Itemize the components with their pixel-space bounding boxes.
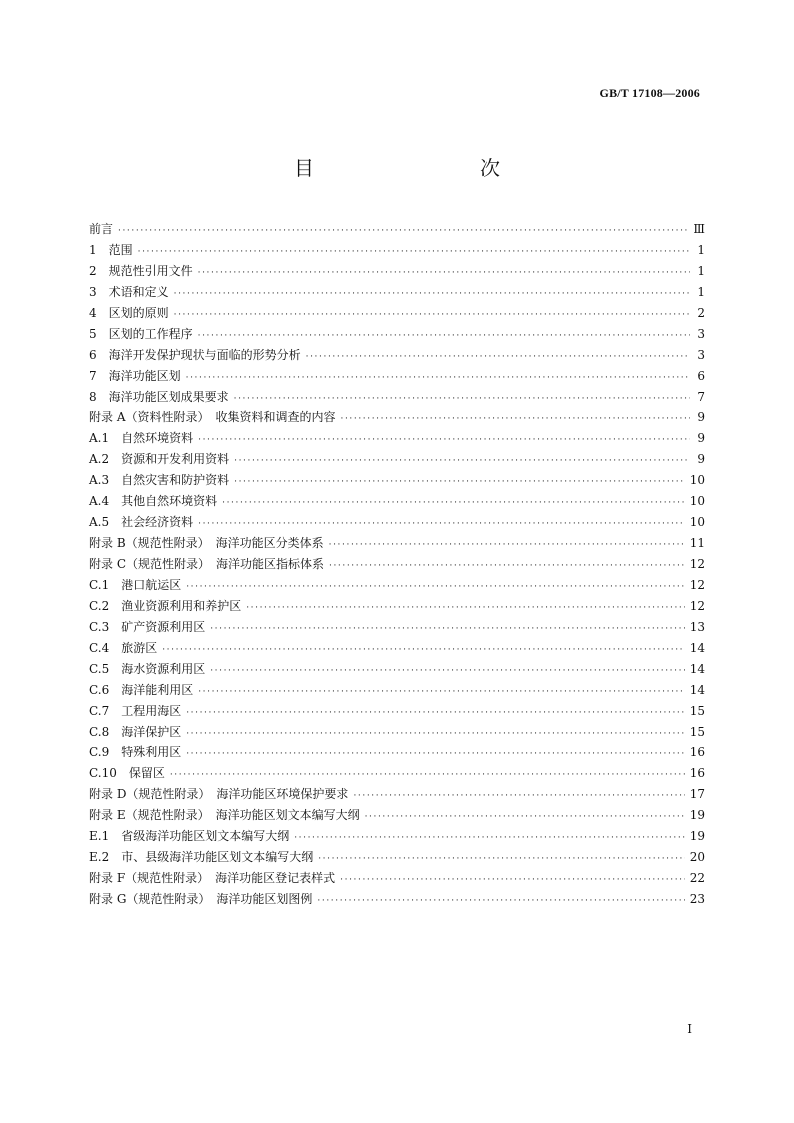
toc-entry-label: C.5 海水资源利用区	[89, 661, 206, 676]
toc-leader-dots	[138, 242, 690, 263]
toc-entry-label: C.9 特殊利用区	[89, 745, 182, 760]
toc-entry[interactable]	[89, 638, 705, 659]
toc-entry[interactable]	[89, 554, 705, 575]
toc-leader-dots	[198, 326, 690, 347]
toc-leader-dots	[306, 347, 690, 368]
toc-entry-label: 5 区划的工作程序	[89, 326, 193, 341]
toc-entry-page: 12	[689, 598, 705, 613]
toc-entry-page: Ⅲ	[693, 222, 705, 236]
page-number: I	[687, 1022, 692, 1036]
toc-entry-page: 6	[697, 368, 705, 383]
toc-entry-page: 12	[689, 557, 705, 571]
toc-leader-dots	[186, 724, 685, 745]
toc-entry-label: A.5 社会经济资料	[89, 515, 194, 530]
toc-leader-dots	[174, 284, 690, 305]
toc-entry[interactable]	[89, 826, 705, 847]
toc-entry[interactable]	[89, 575, 705, 596]
toc-entry-label: A.1 自然环境资料	[89, 431, 194, 446]
toc-entry[interactable]	[89, 596, 705, 617]
toc-entry-label: 2 规范性引用文件	[89, 263, 193, 278]
toc-entry-page: 9	[697, 452, 705, 467]
toc-entry[interactable]	[89, 470, 705, 491]
toc-entry-label: 前言	[89, 222, 114, 236]
toc-entry-page: 15	[689, 724, 705, 739]
toc-entry-page: 1	[697, 242, 705, 257]
toc-entry[interactable]	[89, 282, 705, 303]
toc-entry[interactable]	[89, 261, 705, 282]
toc-leader-dots	[340, 409, 690, 430]
page-title: 目 次	[294, 156, 542, 180]
toc-leader-dots	[329, 556, 685, 577]
standard-code: GB/T 17108—2006	[599, 86, 700, 100]
toc-entry[interactable]	[89, 742, 705, 763]
toc-leader-dots	[174, 305, 690, 326]
toc-entry-page: 16	[689, 766, 705, 781]
toc-entry-label: 附录 E（规范性附录） 海洋功能区划文本编写大纲	[89, 808, 360, 823]
toc-entry-label: 4 区划的原则	[89, 305, 169, 320]
toc-entry-label: C.4 旅游区	[89, 640, 158, 655]
toc-leader-dots	[186, 744, 685, 765]
toc-entry-label: 附录 F（规范性附录） 海洋功能区登记表样式	[89, 871, 336, 886]
toc-entry[interactable]	[89, 701, 705, 722]
toc-entry-label: 7 海洋功能区划	[89, 368, 181, 383]
toc-entry-page: 14	[689, 640, 705, 655]
toc-leader-dots	[186, 368, 690, 389]
toc-leader-dots	[118, 221, 688, 242]
toc-entry[interactable]	[89, 889, 705, 910]
toc-entry-page: 15	[689, 703, 705, 718]
toc-entry[interactable]	[89, 763, 705, 784]
toc-leader-dots	[234, 389, 690, 410]
toc-entry-page: 11	[689, 536, 705, 551]
toc-entry-label: C.1 港口航运区	[89, 577, 182, 592]
toc-entry-label: C.2 渔业资源利用和养护区	[89, 598, 242, 613]
toc-entry-page: 12	[689, 577, 705, 592]
toc-entry-page: 17	[689, 787, 705, 802]
toc-entry-page: 3	[697, 347, 705, 362]
toc-entry-page: 2	[697, 305, 705, 320]
toc-leader-dots	[210, 619, 685, 640]
toc-leader-dots	[234, 451, 690, 472]
toc-entry-label: 附录 D（规范性附录） 海洋功能区环境保护要求	[89, 787, 349, 802]
toc-entry[interactable]	[89, 491, 705, 512]
toc-entry-page: 14	[689, 661, 705, 676]
toc-entry-label: A.2 资源和开发利用资料	[89, 452, 230, 467]
toc-entry-page: 10	[689, 515, 705, 530]
toc-entry[interactable]	[89, 680, 705, 701]
toc-entry[interactable]	[89, 240, 705, 261]
toc-entry-page: 7	[697, 389, 705, 404]
toc-entry-label: A.4 其他自然环境资料	[89, 494, 218, 509]
toc-entry-page: 23	[689, 892, 705, 906]
toc-entry-page: 16	[689, 745, 705, 760]
toc-entry[interactable]	[89, 847, 705, 868]
toc-entry[interactable]	[89, 722, 705, 743]
toc-entry[interactable]	[89, 219, 705, 240]
toc-entry-label: C.8 海洋保护区	[89, 724, 182, 739]
toc-leader-dots	[170, 765, 685, 786]
toc-entry-page: 1	[697, 263, 705, 278]
toc-leader-dots	[198, 682, 685, 703]
toc-entry[interactable]	[89, 449, 705, 470]
toc-entry[interactable]	[89, 324, 705, 345]
toc-leader-dots	[222, 493, 685, 514]
toc-entry[interactable]	[89, 407, 705, 428]
toc-leader-dots	[234, 472, 685, 493]
toc-leader-dots	[198, 430, 690, 451]
toc-entry[interactable]	[89, 805, 705, 826]
toc-entry-label: E.2 市、县级海洋功能区划文本编写大纲	[89, 850, 314, 865]
toc-entry-label: 附录 B（规范性附录） 海洋功能区分类体系	[89, 536, 324, 551]
toc-entry[interactable]	[89, 366, 705, 387]
toc-entry-page: 9	[697, 410, 705, 425]
toc-leader-dots	[353, 786, 684, 807]
toc-entry-label: C.6 海洋能利用区	[89, 682, 194, 697]
toc-entry[interactable]	[89, 659, 705, 680]
toc-entry-page: 9	[697, 431, 705, 446]
toc-entry-label: C.10 保留区	[89, 766, 165, 781]
toc-entry-label: E.1 省级海洋功能区划文本编写大纲	[89, 829, 290, 844]
table-of-contents	[89, 219, 705, 910]
toc-entry[interactable]	[89, 868, 705, 889]
toc-leader-dots	[318, 849, 685, 870]
toc-entry-page: 3	[697, 326, 705, 341]
toc-entry[interactable]	[89, 345, 705, 366]
toc-leader-dots	[329, 535, 685, 556]
toc-leader-dots	[186, 703, 685, 724]
toc-leader-dots	[198, 263, 690, 284]
toc-entry-label: 6 海洋开发保护现状与面临的形势分析	[89, 347, 301, 362]
toc-entry-label: 3 术语和定义	[89, 284, 169, 299]
toc-entry-label: 附录 G（规范性附录） 海洋功能区划图例	[89, 892, 313, 906]
toc-entry-page: 19	[689, 829, 705, 844]
toc-leader-dots	[294, 828, 685, 849]
toc-entry[interactable]	[89, 533, 705, 554]
toc-leader-dots	[365, 807, 685, 828]
toc-entry-label: A.3 自然灾害和防护资料	[89, 473, 230, 488]
toc-leader-dots	[186, 577, 685, 598]
toc-entry[interactable]	[89, 512, 705, 533]
toc-entry-page: 14	[689, 682, 705, 697]
toc-entry-page: 20	[689, 850, 705, 865]
toc-entry-label: 1 范围	[89, 242, 133, 257]
toc-entry[interactable]	[89, 784, 705, 805]
toc-entry-page: 19	[689, 808, 705, 823]
toc-leader-dots	[317, 891, 684, 912]
toc-entry-label: C.7 工程用海区	[89, 703, 182, 718]
toc-entry-page: 10	[689, 473, 705, 488]
toc-leader-dots	[246, 598, 685, 619]
toc-entry-label: 附录 C（规范性附录） 海洋功能区指标体系	[89, 557, 324, 571]
toc-entry[interactable]	[89, 428, 705, 449]
toc-entry[interactable]	[89, 617, 705, 638]
toc-entry-page: 10	[689, 494, 705, 509]
toc-entry-label: C.3 矿产资源利用区	[89, 619, 206, 634]
toc-leader-dots	[198, 514, 685, 535]
toc-entry-page: 13	[689, 619, 705, 634]
toc-entry[interactable]	[89, 303, 705, 324]
toc-leader-dots	[340, 870, 685, 891]
toc-entry-label: 8 海洋功能区划成果要求	[89, 389, 229, 404]
toc-entry-label: 附录 A（资料性附录） 收集资料和调查的内容	[89, 410, 336, 425]
toc-entry[interactable]	[89, 387, 705, 408]
toc-entry-page: 22	[689, 871, 705, 886]
toc-entry-page: 1	[697, 284, 705, 299]
toc-leader-dots	[210, 661, 685, 682]
toc-leader-dots	[162, 640, 685, 661]
